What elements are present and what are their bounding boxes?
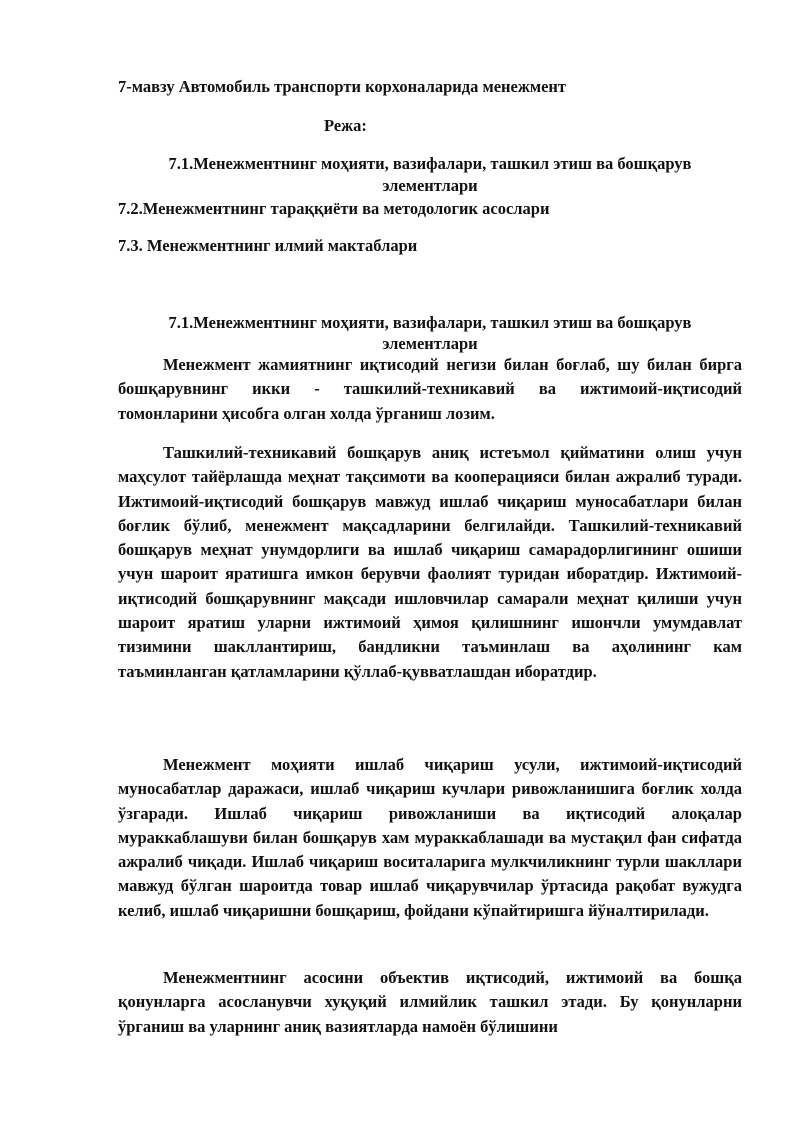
plan-item: 7.3. Менежментнинг илмий мактаблари <box>118 236 418 255</box>
document-title: 7-мавзу Автомобиль транспорти корхоналарида менежмент <box>118 77 567 96</box>
plan-item: 7.1.Менежментнинг моҳияти, вазифалари, ташкил этиш ва бошқарув <box>168 154 692 173</box>
section-heading: 7.1.Менежментнинг моҳияти, вазифалари, ташкил этиш ва бошқарув <box>168 313 692 332</box>
plan-item: элементлари <box>382 176 478 195</box>
body-paragraph: Менежмент жамиятнинг иқтисодий негизи билан боғлаб, шу билан бирга бошқарувнинг икки - ташкилий-техникавий ва ижтимоий-иқтисодий томонларини ҳисобга олган холда ўрганиш лозим. <box>118 355 742 423</box>
plan-item: 7.2.Менежментнинг тараққиёти ва методологик асослари <box>118 199 550 218</box>
plan-label: Режа: <box>324 116 367 135</box>
section-heading: элементлари <box>382 334 478 353</box>
body-paragraph: Менежмент моҳияти ишлаб чиқариш усули, ижтимоий-иқтисодий муносабатлар даражаси, ишлаб чиқариш кучлари ривожланишига боғлик холда ўзгаради. Ишлаб чиқариш ривожланиши ва иқтисодий алоқалар мураккаблашуви билан бошқарув хам мураккаблашади ва мустақил фан сифатда ажралиб чиқади. Ишлаб чиқариш воситаларига мулкчиликнинг турли шакллари мавжуд бўлган шароитда товар ишлаб чиқарувчилар ўртасида рақобат вужудга келиб, ишлаб чиқаришни бошқариш, фойдани кўпайтиришга йўналтирилади. <box>118 755 742 920</box>
body-paragraph: Ташкилий-техникавий бошқарув аниқ истеъмол қийматини олиш учун маҳсулот тайёрлашда меҳнат тақсимоти ва кооперацияси билан ажралиб туради. Ижтимоий-иқтисодий бошқарув мавжуд ишлаб чиқариш муносабатлари билан боғлик бўлиб, менежмент мақсадларини белгилайди. Ташкилий-техникавий бошқарув меҳнат унумдорлиги ва ишлаб чиқариш самарадорлигининг ошиши учун шароит яратишга имкон берувчи фаолият туридан иборатдир. Ижтимоий-иқтисодий бошқарувнинг мақсади ишловчилар самарали меҳнат қилиши учун шароит яратиш уларни ижтимоий ҳимоя қилишнинг ишончли умумдавлат тизимини шакллантириш, бандликни таъминлаш ва аҳолининг кам таъминланган қатламларини қўллаб-қувватлашдан иборатдир. <box>118 443 742 681</box>
body-paragraph: Менежментнинг асосини объектив иқтисодий, ижтимоий ва бошқа қонунларга асосланувчи хуқуқий илмийлик ташкил этади. Бу қонунларни ўрганиш ва уларнинг аниқ вазиятларда намоён бўлишини <box>118 968 742 1036</box>
